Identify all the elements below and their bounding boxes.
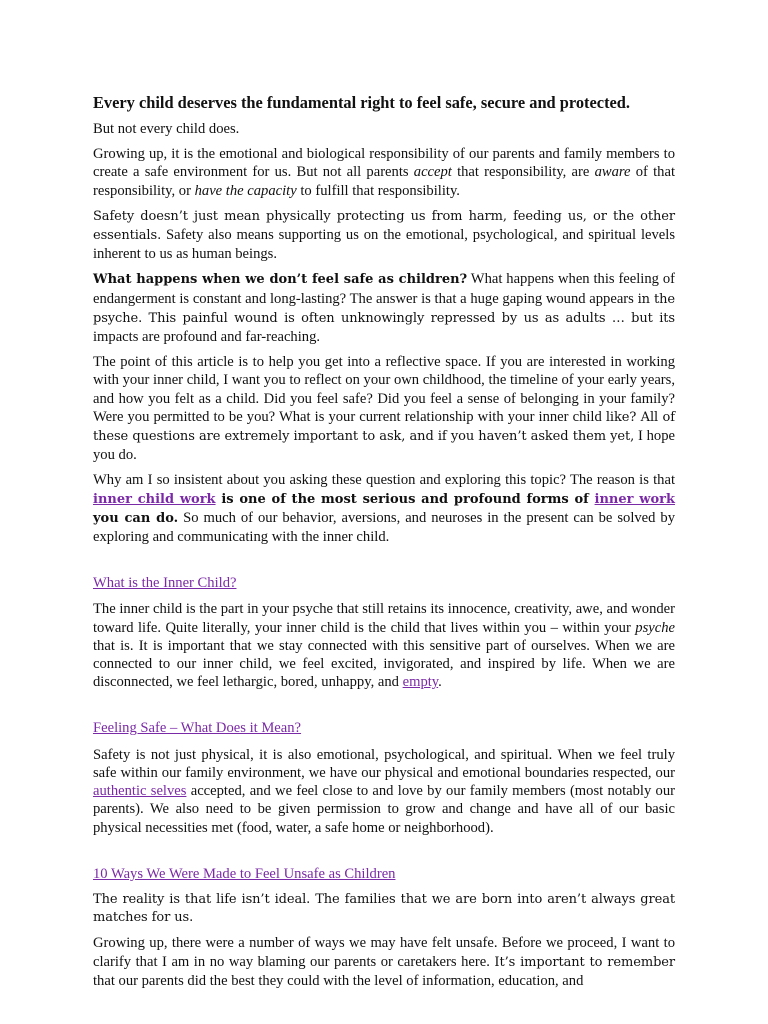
paragraph-feeling-safe: Safety is not just physical, it is also emotional, psychological, and spiritual. When we feel truly safe within our family environment, we have our physical and emotional boundaries respected, our authentic selves accepted, and we feel close to and love by our family members (most notably our parents). We also need to be given permission to grow and change and have all of our basic physical necessities met (food, water, a safe home or neighborhood). [93, 746, 675, 836]
paragraph-safety: Safety doesn’t just mean physically protecting us from harm, feeding us, or the other essentials. Safety also means supporting us on the emotional, psychological, and spiritual levels inherent to us as human beings. [93, 208, 675, 263]
paragraph-inner-child: The inner child is the part in your psyche that still retains its innocence, creativity, awe, and wonder toward life. Quite literally, your inner child is the child that lives within you – within your psyche that is. It is important that we stay connected with this sensitive part of ourselves. When we are connected to our inner child, we feel excited, invigorated, and inspired by life. When we are disconnected, we feel lethargic, bored, unhappy, and empty. [93, 601, 675, 691]
paragraph-growing-up: Growing up, there were a number of ways we may have felt unsafe. Before we proceed, I want to clarify that I am in no way blaming our parents or caretakers here. It’s important to remember that our parents did the best they could with the level of information, education, and [93, 935, 675, 989]
section-heading-feeling-safe[interactable]: Feeling Safe – What Does it Mean? [93, 720, 302, 737]
paragraph-what-happens: What happens when we don’t feel safe as children? What happens when this feeling of endangerment is constant and long-lasting? The answer is that a huge gaping wound appears in the psyche. This painful wound is often unknowingly repressed by us as adults … but its impacts are profound and far-reaching. [93, 271, 675, 346]
paragraph-point-of-article: The point of this article is to help you get into a reflective space. If you are interested in working with your inner child, I want you to reflect on your own childhood, the timeline of your early years, and how you felt as a child. Did you feel safe? Did you feel a sense of belonging in your family? Were you permitted to be you? What is your current relationship with your inner child like? All of these questions are extremely important to ask, and if you haven’t asked them yet, I hope you do. [93, 354, 675, 464]
paragraph-reality: The reality is that life isn’t ideal. The families that we are born into aren’t always great matches for us. [93, 891, 675, 926]
inner-child-work-link[interactable]: inner child work [93, 491, 216, 507]
section-heading-ten-ways[interactable]: 10 Ways We Were Made to Feel Unsafe as Children [93, 865, 396, 882]
authentic-selves-link[interactable]: authentic selves [93, 783, 187, 800]
document-page [93, 92, 675, 997]
empty-link[interactable]: empty [402, 674, 439, 691]
paragraph-why-insistent: Why am I so insistent about you asking these question and exploring this topic? The reason is that inner child work is one of the most serious and profound forms of inner work you can do. So much of our behavior, aversions, and neuroses in the present can be solved by exploring and communicating with the inner child. [93, 472, 675, 546]
paragraph-intro: But not every child does. [93, 121, 240, 137]
paragraph-responsibility: Growing up, it is the emotional and biological responsibility of our parents and family members to create a safe environment for us. But not all parents accept that responsibility, are aware of that responsibility, or have the capacity to fulfill that responsibility. [93, 146, 675, 199]
section-heading-inner-child[interactable]: What is the Inner Child? [93, 575, 237, 592]
page-title: Every child deserves the fundamental right to feel safe, secure and protected. [93, 93, 631, 112]
inner-work-link[interactable]: inner work [594, 491, 675, 507]
